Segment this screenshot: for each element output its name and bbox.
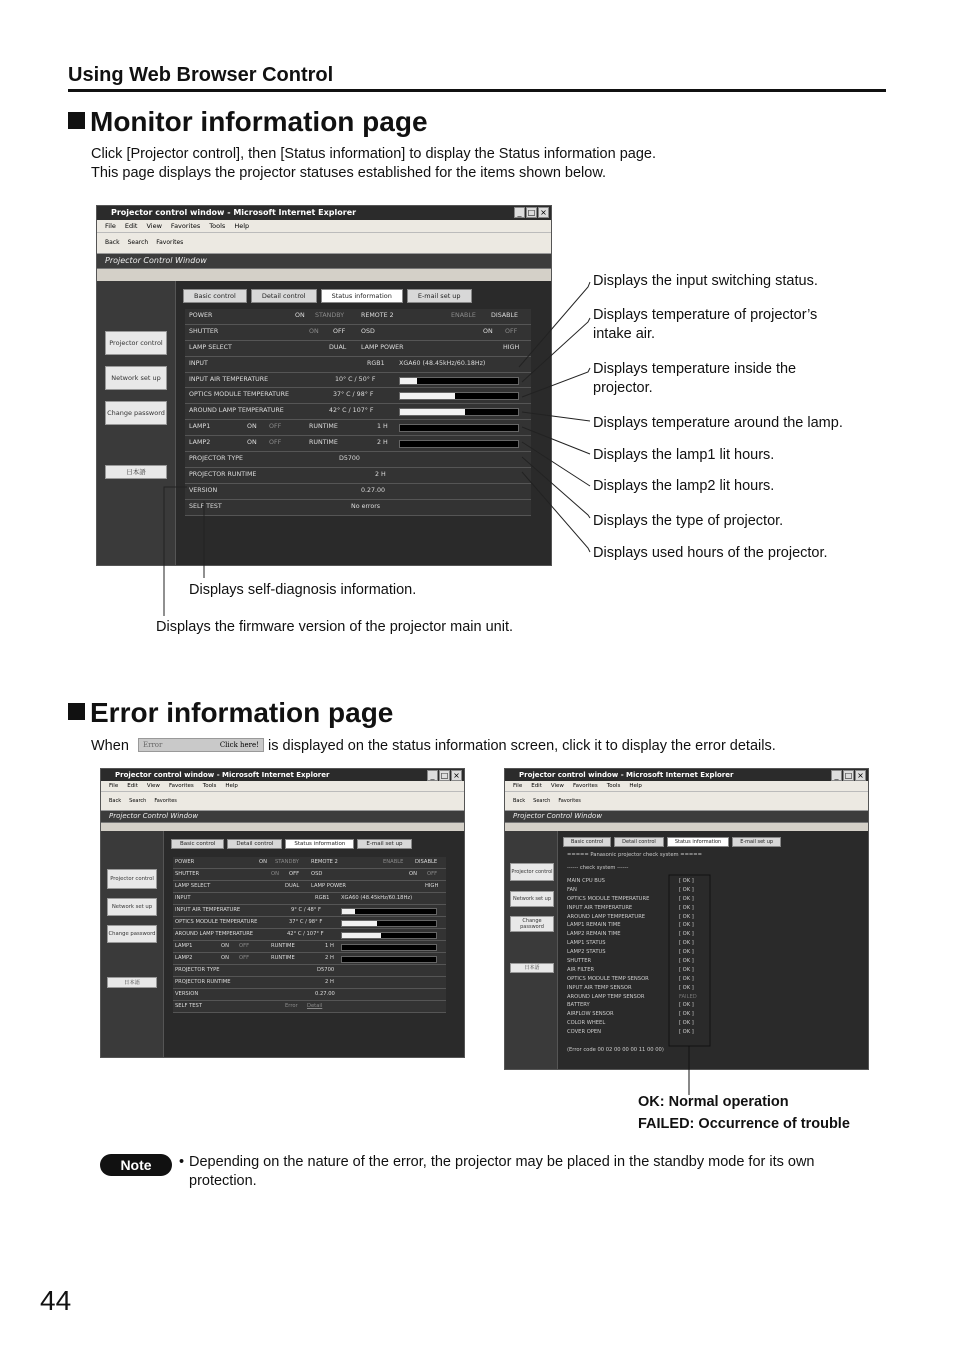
error-when: When: [91, 738, 129, 754]
callout-inside-1: Displays temperature inside the: [593, 361, 797, 377]
table-row: LAMP SELECT DUAL LAMP POWER HIGH: [185, 341, 531, 357]
inline-error-indicator: Error Click here!: [138, 738, 264, 752]
table-row: SELF TEST No errors: [185, 500, 531, 516]
network-setup-button[interactable]: Network set up: [105, 366, 167, 390]
check-item: LAMP1 REMAIN TIME [ OK ]: [567, 922, 694, 929]
check-subtitle: ------ check system ------: [567, 865, 629, 871]
check-title: ===== Panasonic projector check system =====: [567, 852, 702, 858]
tab-detail-control[interactable]: Detail control: [251, 289, 317, 303]
check-item: AIRFLOW SENSOR [ OK ]: [567, 1011, 694, 1018]
menubar: File Edit View Favorites Tools Help: [97, 220, 551, 232]
callout-input: Displays the input switching status.: [593, 273, 818, 289]
tab-status-information[interactable]: Status information: [321, 289, 403, 303]
table-row: POWER ON STANDBY REMOTE 2 ENABLE DISABLE: [185, 309, 531, 325]
table-row: SHUTTER ON OFF OSD ON OFF: [185, 325, 531, 341]
error-when-rest: is displayed on the status information screen, click it to display the error details.: [268, 738, 776, 754]
note-line-2: protection.: [189, 1173, 257, 1189]
failed-label: FAILED: Occurrence of trouble: [638, 1116, 850, 1132]
check-item: AROUND LAMP TEMP SENSOR FAILED: [567, 993, 697, 1000]
table-row: AROUND LAMP TEMPERATURE 42° C / 107° F: [185, 404, 531, 420]
table-row: OPTICS MODULE TEMPERATURE 37° C / 98° F: [185, 388, 531, 404]
check-item: OPTICS MODULE TEMPERATURE [ OK ]: [567, 895, 694, 902]
check-item: MAIN CPU BUS [ OK ]: [567, 878, 694, 884]
window-controls: _ □ ×: [514, 207, 549, 218]
error-code: (Error code 00 02 00 00 00 11 00 00): [567, 1047, 664, 1053]
table-row: INPUT AIR TEMPERATURE 10° C / 50° F: [185, 373, 531, 389]
check-item: AIR FILTER [ OK ]: [567, 966, 694, 973]
callout-intake-2: intake air.: [593, 326, 656, 342]
check-item: COVER OPEN [ OK ]: [567, 1029, 694, 1036]
error-detail-link[interactable]: Detail: [307, 1003, 323, 1009]
check-item: OPTICS MODULE TEMP SENSOR [ OK ]: [567, 975, 694, 982]
callout-inside-2: projector.: [593, 380, 653, 396]
toolbar: Back Search Favorites: [97, 232, 551, 254]
japanese-button[interactable]: 日本語: [105, 465, 167, 479]
monitor-intro-2: This page displays the projector statuses established for the items shown below.: [91, 165, 607, 181]
error-status-screenshot: Projector control window - Microsoft Internet Explorer _ □ × File Edit View Favorites Tools Help Back Search Favorites Projector Control Window Projector control Network set up Change password 日本語 Basic control Detail control Status information E-mail set up POWER ON STANDBY REMOTE 2 ENABLE DISABLE SHUTTER ON OFF OSD ON OFF LAMP SELECT DUAL LAMP POWER HIGH INPUT RGB1 XGA60 (48.45kHz/60.18Hz) INPUT AIR TEMPERATURE 9° C / 48° F OPTICS MODULE TEMPERATURE 37° C / 98° F AROUND LAMP TEMPERATURE 42° C / 107° F LAMP1 ON OFF RUNTIME 1 H LAMP2 ON OFF RUNTIME 2 H PROJECTOR TYPE D5700 PROJECTOR RUNTIME 2 H VERSION 0.27.00 SELF TEST Error Detail: [100, 768, 465, 1058]
change-password-button[interactable]: Change password: [105, 401, 167, 425]
table-row: VERSION 0.27.00: [185, 484, 531, 500]
table-row: LAMP2 ON OFF RUNTIME 2 H: [185, 436, 531, 452]
check-item: INPUT AIR TEMP SENSOR [ OK ]: [567, 984, 694, 991]
check-item: FAN [ OK ]: [567, 886, 694, 893]
ok-label: OK: Normal operation: [638, 1094, 789, 1110]
page-number: 44: [40, 1285, 72, 1316]
check-item: BATTERY [ OK ]: [567, 1002, 694, 1009]
table-row: INPUT RGB1 XGA60 (48.45kHz/60.18Hz): [185, 357, 531, 373]
app-title: Projector Control Window: [97, 254, 551, 269]
callout-lamp2: Displays the lamp2 lit hours.: [593, 478, 775, 494]
table-row: LAMP1 ON OFF RUNTIME 1 H: [185, 420, 531, 436]
check-item: LAMP1 STATUS [ OK ]: [567, 940, 694, 947]
callout-type: Displays the type of projector.: [593, 513, 784, 529]
callout-version: Displays the firmware version of the projector main unit.: [156, 619, 514, 635]
section-header: Using Web Browser Control: [68, 64, 334, 86]
check-item: LAMP2 REMAIN TIME [ OK ]: [567, 931, 694, 938]
projector-control-button[interactable]: Projector control: [105, 331, 167, 355]
callout-runtime: Displays used hours of the projector.: [593, 545, 828, 561]
callout-intake-1: Displays temperature of projector’s: [593, 307, 818, 323]
note-line-1: Depending on the nature of the error, the projector may be placed in the standby mode for its own: [189, 1154, 815, 1170]
monitor-intro-1: Click [Projector control], then [Status information] to display the Status information page.: [91, 146, 656, 162]
tab-basic-control[interactable]: Basic control: [183, 289, 247, 303]
note-bullet: •: [179, 1154, 185, 1170]
note-badge: Note: [100, 1154, 172, 1176]
window-titlebar: Projector control window - Microsoft Internet Explorer: [97, 206, 551, 220]
tab-email-setup[interactable]: E-mail set up: [407, 289, 472, 303]
check-item: SHUTTER [ OK ]: [567, 958, 694, 965]
monitor-heading: Monitor information page: [68, 106, 428, 138]
check-item: COLOR WHEEL [ OK ]: [567, 1020, 694, 1027]
check-item: LAMP2 STATUS [ OK ]: [567, 949, 694, 956]
error-detail-screenshot: Projector control window - Microsoft Internet Explorer _ □ × File Edit View Favorites Tools Help Back Search Favorites Projector Control Window Projector control Network set up Change password 日本語 Basic control Detail control Status information E-mail set up ===== Panasonic projector check system ===== ------ check system ------ MAIN CPU BUS [ OK ] FAN [ OK ] OPTICS MODULE TEMPERATURE [ OK ] INPUT AIR TEMPERATURE [ OK ] AROUND LAMP TEMPERATURE [ OK ] LAMP1 REMAIN TIME [ OK ] LAMP2 REMAIN TIME [ OK ] LAMP1 STATUS [ OK ] LAMP2 STATUS [ OK ] SHUTTER [ OK ] AIR FILTER [ OK ] OPTICS MODULE TEMP SENSOR [ OK ] INPUT AIR TEMP SENSOR [ OK ] AROUND LAMP TEMP SENSOR FAILED BATTERY [ OK ] AIRFLOW SENSOR [ OK ] COLOR WHEEL [ OK ] COVER OPEN [ OK ] (Error code 00 02 00 00 00 11 00 00): [504, 768, 869, 1070]
callout-lamp1: Displays the lamp1 lit hours.: [593, 447, 775, 463]
error-heading: Error information page: [68, 697, 393, 729]
check-item: INPUT AIR TEMPERATURE [ OK ]: [567, 904, 694, 911]
table-row: PROJECTOR TYPE D5700: [185, 452, 531, 468]
table-row: PROJECTOR RUNTIME 2 H: [185, 468, 531, 484]
check-item: AROUND LAMP TEMPERATURE [ OK ]: [567, 913, 694, 920]
callout-selftest: Displays self-diagnosis information.: [189, 582, 417, 598]
callout-lamp-temp: Displays temperature around the lamp.: [593, 415, 843, 431]
